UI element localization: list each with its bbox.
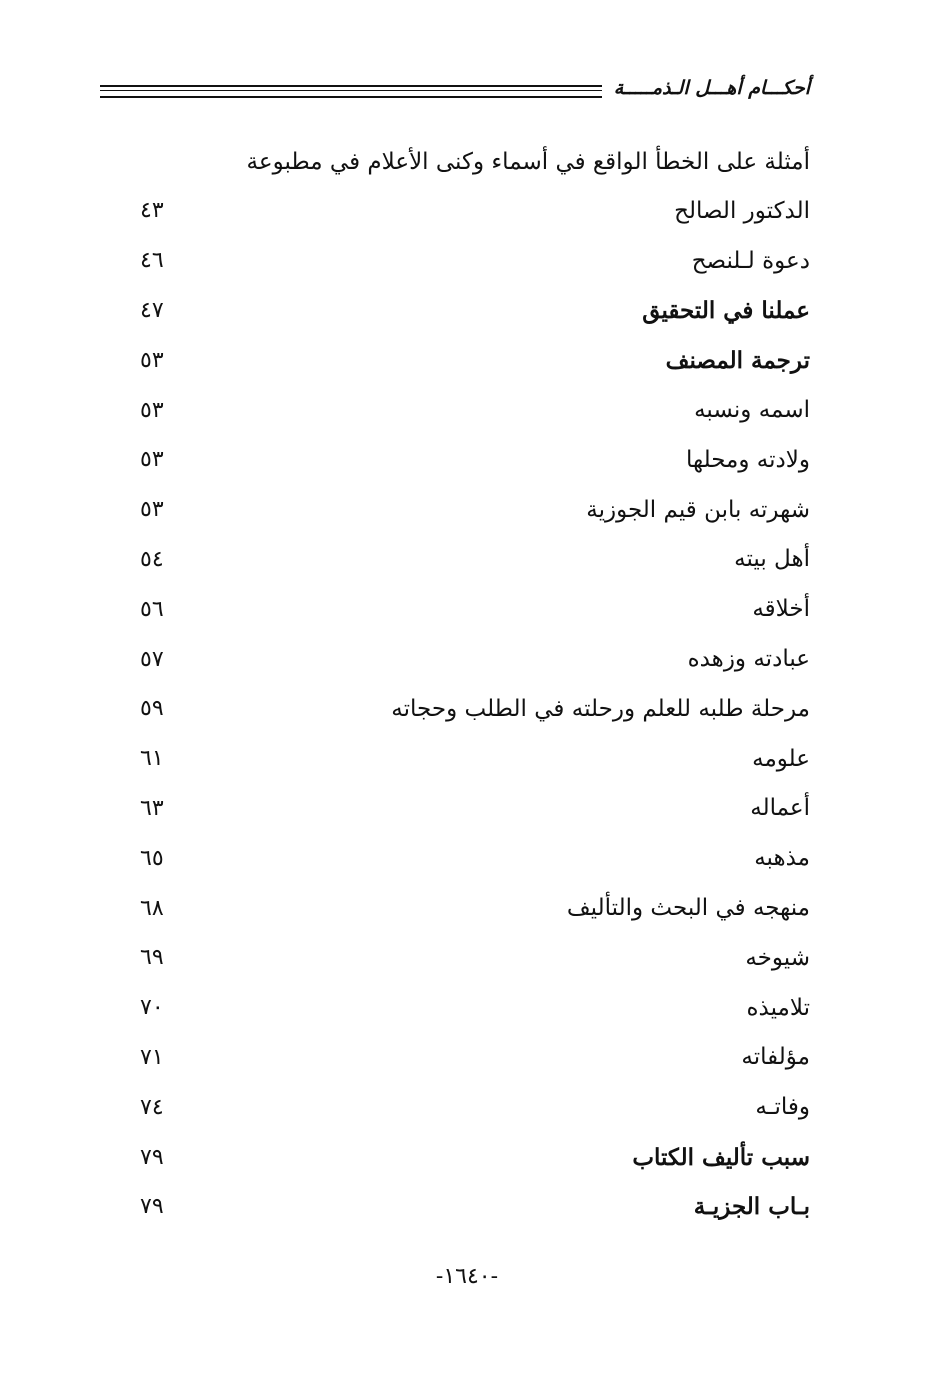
toc-entry [140,335,810,385]
toc-entry [140,584,810,634]
toc-entry-title: عملنا في التحقيق [642,296,810,324]
toc-entry [140,535,810,585]
toc-entry [140,684,810,734]
toc-entry [140,784,810,834]
toc-entry [140,435,810,485]
header-double-rule [100,85,602,98]
toc-entry-title: أعماله [750,795,810,822]
toc-entry-title: اسمه ونسبه [694,397,810,424]
toc-entry-page-number: ٤٧ [140,297,164,323]
toc-entry-page-number: ٦٩ [140,945,164,971]
toc-entry-page-number: ٤٦ [140,248,164,274]
toc-entry-title: شيوخه [745,944,810,971]
toc-entry-title: دعوة لـلنصح [691,247,810,274]
toc-entry-page-number: ٧١ [140,1044,164,1070]
toc-entry-page-number: ٦٨ [140,895,164,921]
toc-entry [140,833,810,883]
toc-entry-page-number: ٦٣ [140,795,164,821]
toc-entry-title: أخلاقه [752,596,810,623]
toc-entry-page-number: ٥٣ [140,347,164,373]
toc-entry-title: بـاب الجزيـة [693,1193,810,1221]
toc-entry [140,734,810,784]
toc-entry [140,1082,810,1132]
toc-entry-page-number: ٧٩ [140,1144,164,1170]
running-header [100,68,810,108]
toc-entry [140,634,810,684]
toc-entry [140,186,810,236]
toc-entry-page-number: ٥٣ [140,397,164,423]
running-title: أحكـــام أهـــل الـذمـــــة [613,77,810,99]
toc-entry-page-number: ٤٣ [140,198,164,224]
toc-entry-page-number: ٧٠ [140,995,164,1021]
toc-entry-page-number: ٥٣ [140,447,164,473]
toc-entry [140,1033,810,1083]
toc-entry-title: منهجه في البحث والتأليف [566,895,810,922]
toc-entry-title: أهل بيته [734,546,810,573]
toc-entry [140,1182,810,1232]
toc-entry-title: تلاميذه [746,994,810,1021]
toc-entry-page-number: ٥٧ [140,646,164,672]
toc-entry-title: ترجمة المصنف [665,346,810,374]
toc-entry [140,385,810,435]
toc-entry [140,286,810,336]
toc-list [140,186,810,1232]
toc-entry [140,933,810,983]
toc-entry-page-number: ٥٦ [140,596,164,622]
toc-entry-title: مؤلفاته [741,1044,810,1071]
toc-intro-heading: أمثلة على الخطأ الواقع في أسماء وكنى الأعلام في مطبوعة [246,149,810,175]
toc-entry-title: ولادته ومحلها [685,446,810,473]
toc-entry-page-number: ٧٤ [140,1094,164,1120]
toc-entry-title: شهرته بابن قيم الجوزية [586,496,810,523]
toc-entry-page-number: ٦٥ [140,845,164,871]
toc-entry-title: الدكتور الصالح [674,197,810,224]
toc-entry-page-number: ٥٣ [140,497,164,523]
toc-entry-title: وفاتـه [755,1094,810,1121]
toc-entry [140,983,810,1033]
toc-entry-page-number: ٥٩ [140,696,164,722]
toc-entry-title: مذهبه [754,845,810,872]
toc-entry-title: سبب تأليف الكتاب [632,1143,810,1171]
toc-entry [140,1132,810,1182]
page-number: -١٦٤٠- [435,1264,499,1289]
toc-entry-title: علومه [752,745,810,772]
toc-entry-page-number: ٦١ [140,746,164,772]
toc-entry [140,883,810,933]
toc-entry [140,236,810,286]
toc-entry [140,485,810,535]
toc-entry-page-number: ٧٩ [140,1194,164,1220]
toc-entry-title: عبادته وزهده [687,646,810,673]
toc-entry-title: مرحلة طلبه للعلم ورحلته في الطلب وحجاته [391,695,810,722]
table-of-contents [140,138,810,1232]
toc-entry-page-number: ٥٤ [140,546,164,572]
